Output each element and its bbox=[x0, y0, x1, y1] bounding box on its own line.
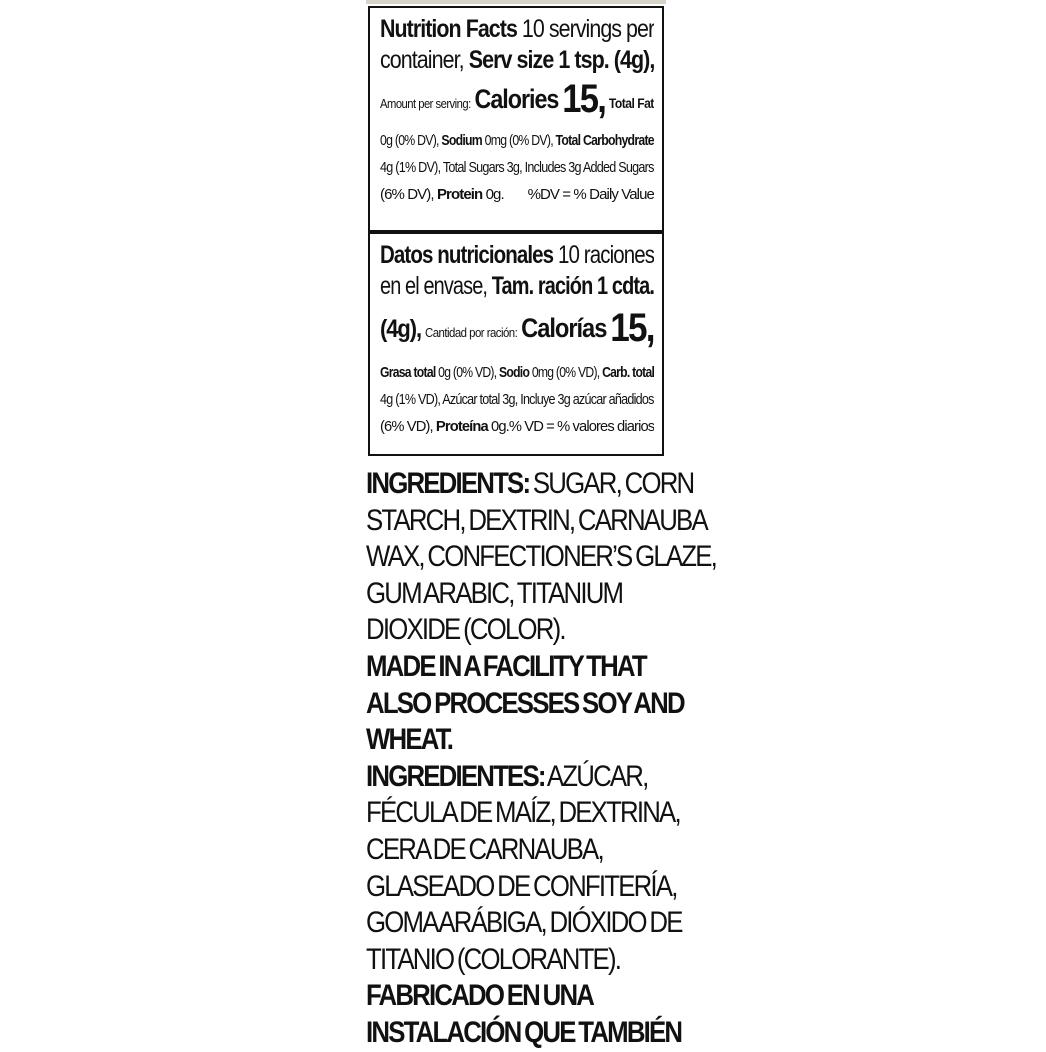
ingredients-es-label: INGREDIENTES: bbox=[366, 759, 545, 793]
serving-size: Serv size 1 tsp. (4g), bbox=[468, 46, 654, 74]
nf-line-2 bbox=[380, 45, 654, 76]
allergen-es-line-1: FABRICADO EN UNA bbox=[366, 979, 594, 1013]
allergen-es-line-2: INSTALACIÓN QUE TAMBIÉN bbox=[366, 1015, 682, 1049]
calories-value: 15, bbox=[562, 77, 606, 121]
sodium-value: 0mg (0% DV), bbox=[484, 132, 553, 149]
nutrition-facts-panel bbox=[368, 6, 664, 232]
ingredients-es-line-2: FÉCULA DE MAÍZ, DEXTRINA, bbox=[366, 796, 680, 830]
calorias-value: 15, bbox=[610, 306, 654, 350]
proteina-label: Proteína bbox=[435, 418, 488, 435]
dn-line-1 bbox=[380, 240, 654, 271]
sodium-label: Sodium bbox=[441, 132, 482, 149]
carbohydrate-label: Total Carbohydrate bbox=[555, 132, 654, 149]
ingredients-en-label: INGREDIENTS: bbox=[366, 467, 530, 500]
protein-value: 0g. bbox=[485, 186, 504, 203]
nf-line-4 bbox=[380, 127, 654, 154]
ingredients-es-line-3: CERA DE CARNAUBA, bbox=[366, 832, 603, 866]
grasa-total-label: Grasa total bbox=[380, 364, 436, 381]
grasa-total-value: 0g (0% VD), bbox=[438, 364, 497, 381]
nf-line-6 bbox=[380, 181, 654, 208]
ingredients-es-line-6: TITANIO (COLORANTE). bbox=[366, 942, 621, 976]
dn-line-4 bbox=[380, 359, 654, 386]
tam-racion: Tam. ración 1 cdta. bbox=[491, 272, 654, 300]
container-text: container, bbox=[380, 46, 464, 74]
cantidad-por-racion: Cantidad por ración: bbox=[424, 325, 518, 340]
total-fat-label: Total Fat bbox=[608, 95, 654, 111]
dn-line-2 bbox=[380, 271, 654, 302]
ingredients-en-text: SUGAR, CORN bbox=[532, 467, 694, 500]
azucar-vd: (6% VD), bbox=[380, 418, 433, 435]
dv-note: %DV = % Daily Value bbox=[527, 186, 654, 203]
ingredients-es-line-4: GLASEADO DE CONFITERÍA, bbox=[366, 869, 677, 903]
raciones-text: 10 raciones bbox=[557, 241, 654, 269]
dn-line-6 bbox=[380, 413, 654, 440]
nf-line-1 bbox=[380, 14, 654, 45]
sugars-text: 4g (1% DV), Total Sugars 3g, Includes 3g Added Sugars bbox=[380, 159, 654, 176]
sodio-value: 0mg (0% VD), bbox=[531, 364, 600, 381]
ingredients-en-line-5: DIOXIDE (COLOR). bbox=[366, 613, 565, 647]
ingredients-es-text: AZÚCAR, bbox=[546, 759, 648, 793]
ingredients-es-line-5: GOMA ARÁBIGA, DIÓXIDO DE bbox=[366, 906, 682, 940]
label-top-edge bbox=[366, 0, 666, 4]
nf-line-5 bbox=[380, 154, 654, 181]
ingredients-block bbox=[366, 466, 717, 1052]
vd-note: % VD = % valores diarios bbox=[508, 418, 654, 435]
ingredients-en-line-3: WAX, CONFECTIONER’S GLAZE, bbox=[366, 540, 717, 574]
total-fat-value: 0g (0% DV), bbox=[380, 132, 439, 149]
racion-grams: (4g), bbox=[380, 315, 422, 343]
ingredients-es-line-1 bbox=[366, 759, 667, 796]
calories-label: Calories bbox=[474, 84, 559, 114]
sodio-label: Sodio bbox=[499, 364, 530, 381]
ingredients-en-line-4: GUM ARABIC, TITANIUM bbox=[366, 576, 623, 610]
nf-line-3 bbox=[380, 76, 654, 127]
proteina-value: 0g. bbox=[491, 418, 509, 435]
datos-nutricionales-panel bbox=[368, 232, 664, 456]
added-sugars-dv: (6% DV), bbox=[380, 186, 434, 203]
allergen-en-line-1: MADE IN A FACILITY THAT bbox=[366, 649, 646, 683]
protein-label: Protein bbox=[436, 186, 483, 203]
allergen-en-line-2: ALSO PROCESSES SOY AND bbox=[366, 686, 684, 720]
azucar-text: 4g (1% VD), Azúcar total 3g, Incluye 3g azúcar añadidos bbox=[380, 391, 654, 408]
amount-per-serving: Amount per serving: bbox=[380, 96, 471, 111]
datos-nutricionales-title: Datos nutricionales bbox=[380, 241, 554, 269]
calorias-label: Calorías bbox=[521, 313, 607, 343]
servings-per-container: 10 servings per bbox=[521, 15, 654, 43]
ingredients-en-line-2: STARCH, DEXTRIN, CARNAUBA bbox=[366, 503, 707, 537]
ingredients-en-line-1 bbox=[366, 466, 694, 503]
dn-line-5 bbox=[380, 386, 654, 413]
carb-total-label: Carb. total bbox=[602, 364, 654, 381]
dn-line-3 bbox=[380, 302, 654, 359]
envase-text: en el envase, bbox=[380, 272, 488, 300]
allergen-en-line-3: WHEAT. bbox=[366, 723, 453, 757]
nutrition-facts-title: Nutrition Facts bbox=[380, 15, 517, 43]
